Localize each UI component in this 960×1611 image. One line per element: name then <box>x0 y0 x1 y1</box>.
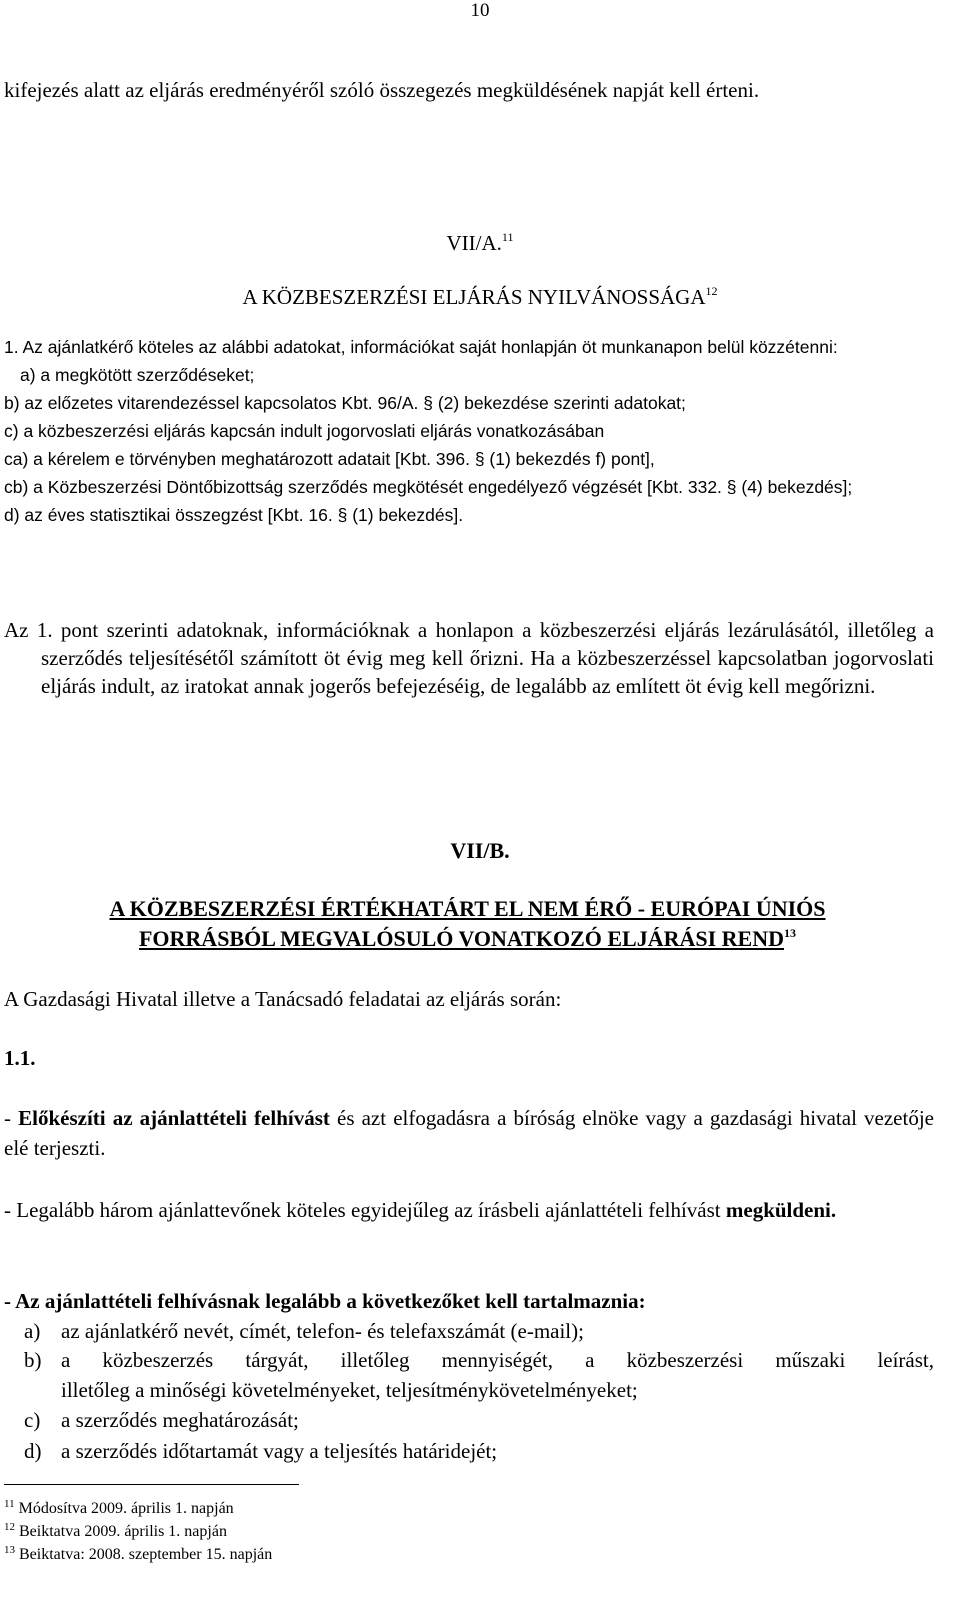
section-a-list <box>4 333 934 529</box>
list-item: ca) a kérelem e törvényben meghatározott adatait [Kbt. 396. § (1) bekezdés f) pont], <box>4 449 655 469</box>
section-b-title-line1: A KÖZBESZERZÉSI ÉRTÉKHATÁRT EL NEM ÉRŐ - EURÓPAI ÚNIÓS <box>109 896 826 921</box>
list-item: cb) a Közbeszerzési Döntőbizottság szerződés megkötését engedélyező végzését [Kbt. 332. § (4) bekezdés]; <box>4 477 853 497</box>
list-item: c) a közbeszerzési eljárás kapcsán indult jogorvoslati eljárás vonatkozásában <box>4 421 605 441</box>
list-item: 1. Az ajánlatkérő köteles az alábbi adatokat, információkat saját honlapján öt munkanapon belül közzétenni: <box>4 337 838 357</box>
paragraph-prepare-invitation: - Előkészíti az ajánlattételi felhívást és azt elfogadásra a bíróság elnöke vagy a gazdasági hivatal vezetője elé terjeszti. <box>4 1106 934 1160</box>
section-b-intro: A Gazdasági Hivatal illetve a Tanácsadó feladatai az eljárás során: <box>4 987 562 1011</box>
section-b-title-line2: FORRÁSBÓL MEGVALÓSULÓ VONATKOZÓ ELJÁRÁSI REND$^{13}$ <box>138 926 796 951</box>
list-item: b) az előzetes vitarendezéssel kapcsolatos Kbt. 96/A. § (2) bekezdése szerinti adatokat; <box>4 393 686 413</box>
list-item: d) az éves statisztikai összegzést [Kbt. 16. § (1) bekezdés]. <box>4 505 464 525</box>
list-title: - Az ajánlattételi felhívásnak legalább a következőket kell tartalmaznia: <box>4 1289 646 1313</box>
list-item: a) a megkötött szerződéseket; <box>20 365 255 385</box>
footnote-ref-11[interactable]: 11 <box>501 230 514 244</box>
page-number: 10 <box>470 0 490 21</box>
section-a-number: VII/A.$^{11}$ <box>446 230 514 255</box>
intro-paragraph: kifejezés alatt az eljárás eredményéről szóló összegezés megküldésének napját kell érteni. <box>4 78 760 102</box>
footnote-ref-12[interactable]: 12 <box>705 284 718 298</box>
subsection-number: 1.1. <box>4 1046 36 1070</box>
section-b-number: VII/B. <box>450 838 510 863</box>
footnote-13: $^{13}$ Beiktatva: 2008. szeptember 15. napján <box>4 1544 273 1563</box>
section-a-closing: Az 1. pont szerinti adatoknak, információknak a honlapon a közbeszerzési eljárás lezárulásától, illetőleg a szerződés teljesítésétől számított öt évig meg kell őrizni. Ha a közbeszerzéssel kapcsolatban jogorvoslati eljárás indult, az iratokat annak jogerős befejezéséig, de legalább az említett öt évig kell megőrizni. <box>4 618 934 698</box>
section-a-title: A KÖZBESZERZÉSI ELJÁRÁS NYILVÁNOSSÁGA$^{12}$ <box>242 284 718 309</box>
paragraph-send-invitation: - Legalább három ajánlattevőnek köteles egyidejűleg az írásbeli ajánlattételi felhívást megküldeni. <box>4 1198 837 1222</box>
footnote-11: $^{11}$ Módosítva 2009. április 1. napján <box>4 1498 234 1517</box>
footnote-12: $^{12}$ Beiktatva 2009. április 1. napján <box>4 1521 227 1540</box>
footnote-separator <box>4 1484 299 1485</box>
footnote-ref-13[interactable]: 13 <box>784 926 796 940</box>
